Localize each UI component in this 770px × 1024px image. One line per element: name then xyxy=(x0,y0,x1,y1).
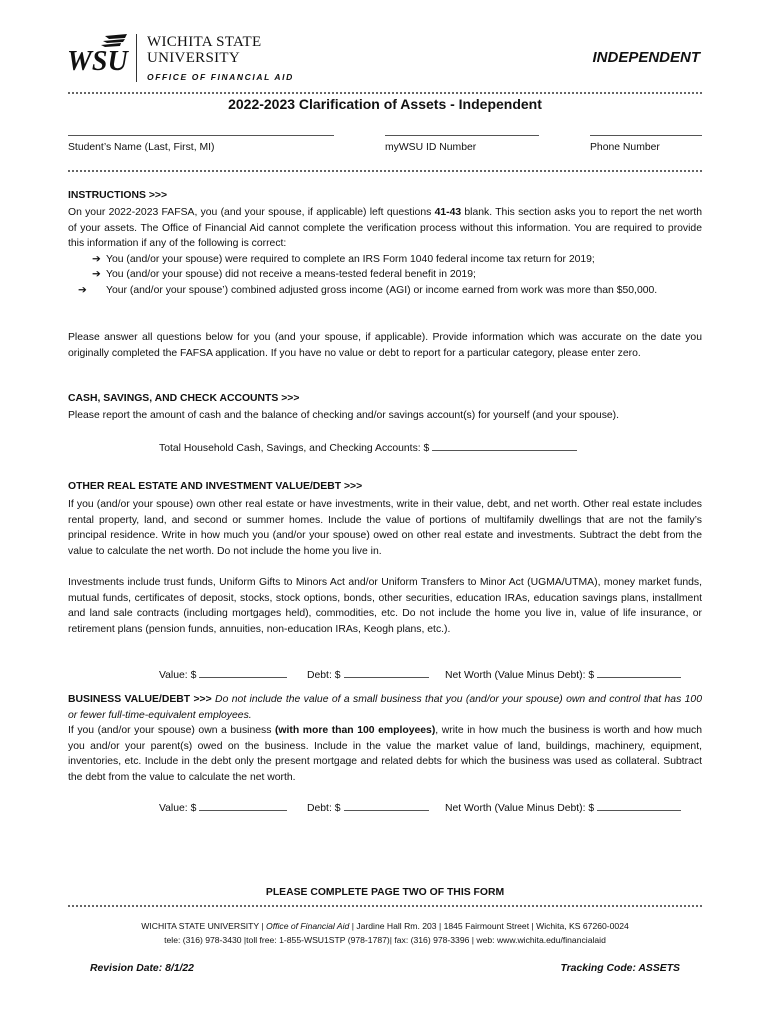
phone-line[interactable] xyxy=(590,135,702,136)
re-value-input[interactable] xyxy=(199,667,287,678)
cash-field-label: Total Household Cash, Savings, and Checking Accounts: $ xyxy=(159,443,430,454)
real-estate-text1: If you (and/or your spouse) own other real estate or have investments, write in their value, debt, and net worth. Other real estate includes rental property, land, and second or summer homes. Include the value of portions of multifamily dwellings that are not the family’s principal residence. Write in how much you (and/or your spouse) owed on other real estate and investments. Subtract the debt from the value to calculate the net worth. Do not include the home you live in. xyxy=(68,499,702,557)
page-two-note: PLEASE COMPLETE PAGE TWO OF THIS FORM xyxy=(265,887,505,898)
re-value-field: Value: $ xyxy=(159,667,287,684)
arrow-right-icon: ➔ xyxy=(78,285,87,296)
footer-contact: tele: (316) 978-3430 |toll free: 1-855-WSU1STP (978-1787)| fax: (316) 978-3396 | web: www.wichita.edu/financialaid xyxy=(164,935,606,945)
list-item: ➔ Your (and/or your spouse’) combined adjusted gross income (AGI) or income earned from work was more than $50,000. xyxy=(92,283,701,299)
business-heading: BUSINESS VALUE/DEBT >>> xyxy=(68,694,212,705)
arrow-right-icon: ➔ xyxy=(92,254,101,265)
student-name-label: Student’s Name (Last, First, MI) xyxy=(68,142,215,153)
tracking-code: Tracking Code: ASSETS xyxy=(560,963,680,974)
cash-input[interactable] xyxy=(432,440,577,451)
real-estate-heading: OTHER REAL ESTATE AND INVESTMENT VALUE/DEBT >>> xyxy=(68,481,363,492)
cash-heading: CASH, SAVINGS, AND CHECK ACCOUNTS >>> xyxy=(68,393,300,404)
re-debt-field: Debt: $ xyxy=(307,667,429,684)
wsu-logo xyxy=(65,32,129,76)
bus-net-field: Net Worth (Value Minus Debt): $ xyxy=(445,800,681,817)
divider xyxy=(68,92,702,94)
list-item: ➔ You (and/or your spouse) were required to complete an IRS Form 1040 federal income tax return for 2019; xyxy=(92,252,702,268)
office-name: OFFICE OF FINANCIAL AID xyxy=(147,72,294,82)
org-name xyxy=(147,34,261,66)
cash-text: Please report the amount of cash and the balance of checking and/or savings account(s) for yourself (and your spouse). xyxy=(68,410,620,421)
business-text: If you (and/or your spouse) own a business (with more than 100 employees), write in how much the business is worth and how much you and/or your parent(s) owed on the business. Include in the value the market value of land, buildings, machinery, equipment, inventories, etc. Include in the debt only the present mortgage and related debts for which the business was used as collateral. Subtract the debt from the value to calculate the net worth. xyxy=(68,725,702,783)
instructions-intro: On your 2022-2023 FAFSA, you (and your spouse, if applicable) left questions 41-43 blank. This section asks you to report the net worth of your assets. The Office of Financial Aid cannot complete the verification process without this information. You are required to provide this information if any of the following is correct: xyxy=(68,207,702,250)
bus-value-input[interactable] xyxy=(199,800,287,811)
wsu-id-line[interactable] xyxy=(385,135,539,136)
status-label: INDEPENDENT xyxy=(592,49,700,66)
divider xyxy=(68,170,702,172)
arrow-right-icon: ➔ xyxy=(92,269,101,280)
answer-note: Please answer all questions below for you (and your spouse, if applicable). Provide information which was accurate on the date you originally completed the FAFSA application. If you have no value or debt to report for a particular category, please enter zero. xyxy=(68,332,702,359)
phone-label: Phone Number xyxy=(590,142,660,153)
wsu-id-label: myWSU ID Number xyxy=(385,142,477,153)
logo-text: WSU xyxy=(67,46,128,76)
divider xyxy=(68,905,702,907)
header-divider xyxy=(136,34,137,82)
business-heading-block: BUSINESS VALUE/DEBT >>> Do not include the value of a small business that you (and/or your spouse) own and control that has 100 or fewer full-time-equivalent employees. xyxy=(68,694,702,721)
instructions-heading: INSTRUCTIONS >>> xyxy=(68,190,168,201)
page-title: 2022-2023 Clarification of Assets - Independent xyxy=(228,96,542,112)
re-net-input[interactable] xyxy=(597,667,681,678)
org-line2: UNIVERSITY xyxy=(147,50,240,66)
revision-date: Revision Date: 8/1/22 xyxy=(90,963,194,974)
student-name-line[interactable] xyxy=(68,135,334,136)
footer-address: WICHITA STATE UNIVERSITY | Office of Financial Aid | Jardine Hall Rm. 203 | 1845 Fairmount Street | Wichita, KS 67260-0024 xyxy=(141,921,629,931)
bus-debt-field: Debt: $ xyxy=(307,800,429,817)
bus-value-field: Value: $ xyxy=(159,800,287,817)
list-item: ➔ You (and/or your spouse) did not receive a means-tested federal benefit in 2019; xyxy=(92,267,702,283)
cash-field xyxy=(159,440,577,457)
bus-net-input[interactable] xyxy=(597,800,681,811)
real-estate-text2: Investments include trust funds, Uniform Gifts to Minors Act and/or Uniform Transfers to Minor Act (UGMA/UTMA), money market funds, mutual funds, certificates of deposit, stocks, stock options, bonds, other securities, education IRAs, education savings plans, installment and land sale contracts (including mortgages held), commodities, etc. Do not include the home you live in, value of life insurance, or retirement plans (pension funds, annuities, non-education IRAs, Keogh plans, etc.). xyxy=(68,577,702,635)
re-net-field: Net Worth (Value Minus Debt): $ xyxy=(445,667,681,684)
org-line1: WICHITA STATE xyxy=(147,34,262,50)
re-debt-input[interactable] xyxy=(344,667,429,678)
bus-debt-input[interactable] xyxy=(344,800,429,811)
